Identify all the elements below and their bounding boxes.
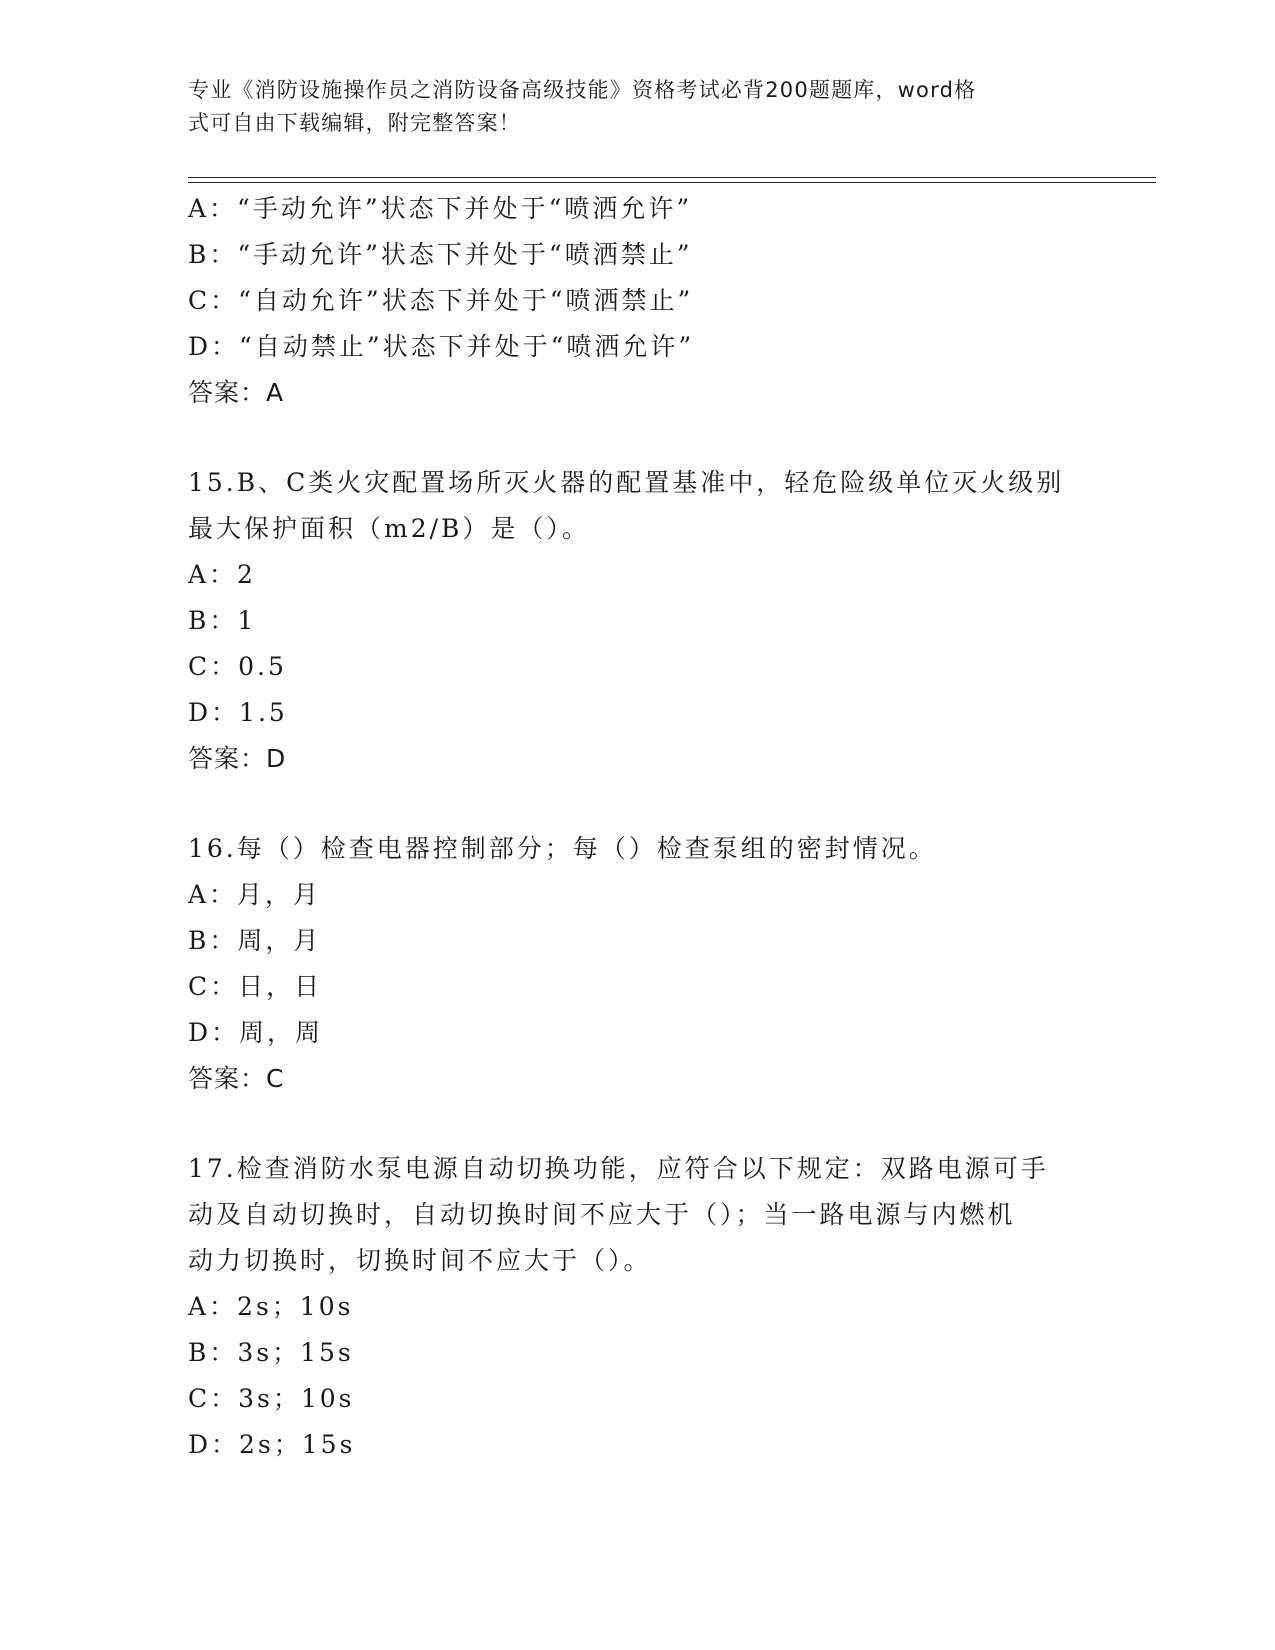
option-b: B：1 bbox=[188, 606, 257, 635]
question-17 bbox=[188, 1146, 1128, 1468]
option-c: C：日，日 bbox=[188, 972, 323, 1001]
header-line-2: 式可自由下载编辑，附完整答案！ bbox=[188, 111, 521, 135]
question-stem: 最大保护面积（m2/B）是（）。 bbox=[188, 514, 590, 543]
document-body bbox=[188, 186, 1128, 1468]
option-a: A：2s；10s bbox=[188, 1292, 354, 1321]
question-stem: 动力切换时，切换时间不应大于（）。 bbox=[188, 1246, 652, 1275]
spacer bbox=[188, 416, 1128, 460]
question-16 bbox=[188, 826, 1128, 1102]
header-rule-top bbox=[188, 177, 1156, 178]
question-14 bbox=[188, 186, 1128, 416]
spacer bbox=[188, 782, 1128, 826]
option-d: D：2s；15s bbox=[188, 1430, 356, 1459]
answer: 答案：D bbox=[188, 744, 287, 773]
question-stem: 17.检查消防水泵电源自动切换功能，应符合以下规定：双路电源可手 bbox=[188, 1154, 1049, 1183]
header-line-1: 专业《消防设施操作员之消防设备高级技能》资格考试必背200题题库，word格 bbox=[188, 78, 977, 102]
option-a: A：月，月 bbox=[188, 880, 322, 909]
option-a: A：2 bbox=[188, 560, 256, 589]
option-d: D：“自动禁止”状态下并处于“喷洒允许” bbox=[188, 332, 695, 361]
option-b: B：周，月 bbox=[188, 926, 322, 955]
option-b: B：“手动允许”状态下并处于“喷洒禁止” bbox=[188, 240, 693, 269]
spacer bbox=[188, 1102, 1128, 1146]
question-stem: 15.B、C类火灾配置场所灭火器的配置基准中，轻危险级单位灭火级别 bbox=[188, 468, 1065, 497]
option-c: C：“自动允许”状态下并处于“喷洒禁止” bbox=[188, 286, 694, 315]
question-stem: 动及自动切换时，自动切换时间不应大于（）；当一路电源与内燃机 bbox=[188, 1200, 1016, 1229]
option-a: A：“手动允许”状态下并处于“喷洒允许” bbox=[188, 194, 693, 223]
option-c: C：0.5 bbox=[188, 652, 287, 681]
header-rule-bottom bbox=[188, 182, 1156, 183]
question-15 bbox=[188, 460, 1128, 782]
option-b: B：3s；15s bbox=[188, 1338, 354, 1367]
option-d: D：周，周 bbox=[188, 1018, 324, 1047]
document-header bbox=[188, 74, 1068, 140]
answer: 答案：C bbox=[188, 1064, 285, 1093]
option-d: D：1.5 bbox=[188, 698, 288, 727]
answer: 答案：A bbox=[188, 378, 285, 407]
option-c: C：3s；10s bbox=[188, 1384, 355, 1413]
question-stem: 16.每（）检查电器控制部分；每（）检查泵组的密封情况。 bbox=[188, 834, 937, 863]
